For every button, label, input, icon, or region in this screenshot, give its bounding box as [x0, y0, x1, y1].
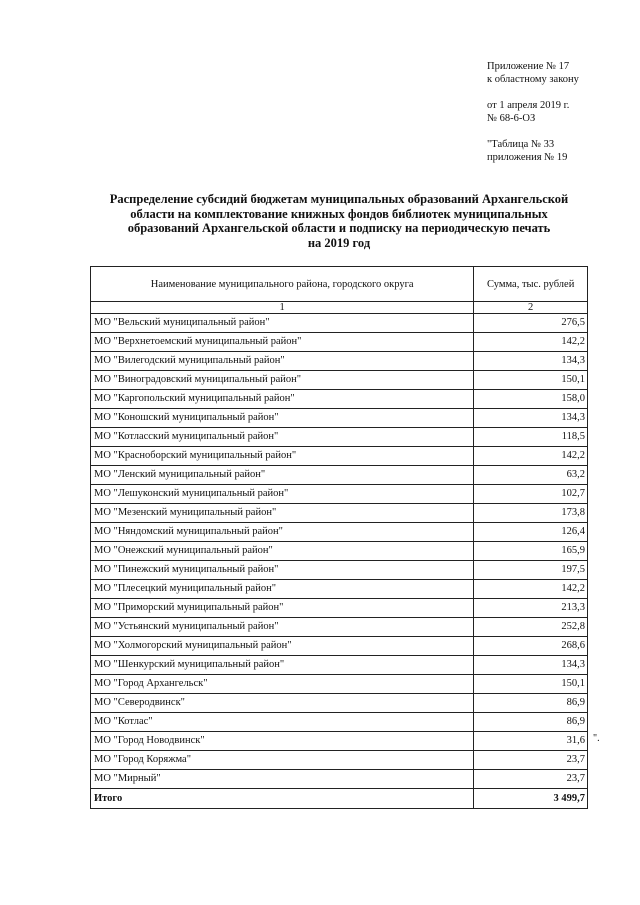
municipality-name: МО "Приморский муниципальный район"	[91, 599, 474, 618]
appendix-date: от 1 апреля 2019 г.	[487, 100, 570, 111]
table-row	[91, 390, 588, 409]
subsidy-sum: 23,7	[474, 770, 588, 789]
total-label: Итого	[91, 789, 474, 809]
table-row	[91, 333, 588, 352]
column-header-name: Наименование муниципального района, городского округа	[91, 267, 474, 302]
subsidy-sum: 213,3	[474, 599, 588, 618]
subsidy-sum: 31,6	[474, 732, 588, 751]
municipality-name: МО "Плесецкий муниципальный район"	[91, 580, 474, 599]
municipality-name: МО "Онежский муниципальный район"	[91, 542, 474, 561]
distribution-table	[90, 266, 588, 809]
municipality-name: МО "Котлас"	[91, 713, 474, 732]
document-title	[90, 192, 588, 250]
appendix-law-number: № 68-6-ОЗ	[487, 113, 536, 124]
title-line: на 2019 год	[307, 235, 371, 250]
municipality-name: МО "Красноборский муниципальный район"	[91, 447, 474, 466]
table-row	[91, 447, 588, 466]
table-row	[91, 637, 588, 656]
appendix-table-number: "Таблица № 33	[487, 139, 555, 150]
table-row	[91, 409, 588, 428]
table-row	[91, 542, 588, 561]
subsidy-sum: 86,9	[474, 694, 588, 713]
subsidy-sum: 142,2	[474, 447, 588, 466]
subsidy-sum: 118,5	[474, 428, 588, 447]
column-header-sum: Сумма, тыс. рублей	[474, 267, 588, 302]
table-row	[91, 713, 588, 732]
subsidy-sum: 252,8	[474, 618, 588, 637]
subsidy-sum: 197,5	[474, 561, 588, 580]
subsidy-sum: 126,4	[474, 523, 588, 542]
subsidy-sum: 173,8	[474, 504, 588, 523]
municipality-name: МО "Мирный"	[91, 770, 474, 789]
subsidy-sum: 165,9	[474, 542, 588, 561]
appendix-number: Приложение № 17	[487, 61, 570, 72]
table-body	[91, 314, 588, 789]
municipality-name: МО "Шенкурский муниципальный район"	[91, 656, 474, 675]
municipality-name: МО "Вельский муниципальный район"	[91, 314, 474, 333]
municipality-name: МО "Вилегодский муниципальный район"	[91, 352, 474, 371]
subsidy-sum: 158,0	[474, 390, 588, 409]
municipality-name: МО "Ленский муниципальный район"	[91, 466, 474, 485]
table-row	[91, 523, 588, 542]
table-row	[91, 675, 588, 694]
table-row	[91, 314, 588, 333]
municipality-name: МО "Северодвинск"	[91, 694, 474, 713]
column-number-1: 1	[91, 302, 474, 314]
municipality-name: МО "Город Коряжма"	[91, 751, 474, 770]
subsidy-sum: 150,1	[474, 675, 588, 694]
municipality-name: МО "Котласский муниципальный район"	[91, 428, 474, 447]
table-header-row	[91, 267, 588, 302]
table-row	[91, 694, 588, 713]
subsidy-sum: 268,6	[474, 637, 588, 656]
municipality-name: МО "Устьянский муниципальный район"	[91, 618, 474, 637]
table-row	[91, 732, 588, 751]
table-row	[91, 504, 588, 523]
municipality-name: МО "Няндомский муниципальный район"	[91, 523, 474, 542]
table-row	[91, 371, 588, 390]
municipality-name: МО "Пинежский муниципальный район"	[91, 561, 474, 580]
subsidy-sum: 150,1	[474, 371, 588, 390]
table-row	[91, 485, 588, 504]
municipality-name: МО "Верхнетоемский муниципальный район"	[91, 333, 474, 352]
appendix-parent-ref: приложения № 19	[487, 152, 568, 163]
table-row	[91, 428, 588, 447]
subsidy-sum: 86,9	[474, 713, 588, 732]
municipality-name: МО "Холмогорский муниципальный район"	[91, 637, 474, 656]
municipality-name: МО "Город Архангельск"	[91, 675, 474, 694]
subsidy-sum: 102,7	[474, 485, 588, 504]
subsidy-sum: 23,7	[474, 751, 588, 770]
title-line: образований Архангельской области и подписку на периодическую печать	[127, 221, 551, 235]
subsidy-sum: 63,2	[474, 466, 588, 485]
table-row	[91, 656, 588, 675]
subsidy-sum: 142,2	[474, 333, 588, 352]
table-row	[91, 561, 588, 580]
table-row	[91, 770, 588, 789]
subsidy-sum: 134,3	[474, 656, 588, 675]
table-total-row	[91, 789, 588, 809]
subsidy-sum: 276,5	[474, 314, 588, 333]
subsidy-sum: 134,3	[474, 352, 588, 371]
table-row	[91, 580, 588, 599]
municipality-name: МО "Лешуконский муниципальный район"	[91, 485, 474, 504]
table-row	[91, 352, 588, 371]
title-line: области на комплектование книжных фондов библиотек муниципальных	[130, 206, 548, 221]
subsidy-sum: 134,3	[474, 409, 588, 428]
municipality-name: МО "Мезенский муниципальный район"	[91, 504, 474, 523]
table-row	[91, 618, 588, 637]
municipality-name: МО "Город Новодвинск"	[91, 732, 474, 751]
title-line: Распределение субсидий бюджетам муниципальных образований Архангельской	[109, 192, 569, 206]
appendix-header	[487, 60, 579, 164]
total-sum: 3 499,7	[474, 789, 588, 809]
column-number-2: 2	[474, 302, 588, 314]
table-row	[91, 466, 588, 485]
municipality-name: МО "Виноградовский муниципальный район"	[91, 371, 474, 390]
subsidy-sum: 142,2	[474, 580, 588, 599]
table-column-number-row	[91, 302, 588, 314]
appendix-law-ref: к областному закону	[487, 74, 579, 85]
closing-quote: ".	[593, 733, 600, 744]
municipality-name: МО "Коношский муниципальный район"	[91, 409, 474, 428]
table-row	[91, 751, 588, 770]
table-row	[91, 599, 588, 618]
municipality-name: МО "Каргопольский муниципальный район"	[91, 390, 474, 409]
